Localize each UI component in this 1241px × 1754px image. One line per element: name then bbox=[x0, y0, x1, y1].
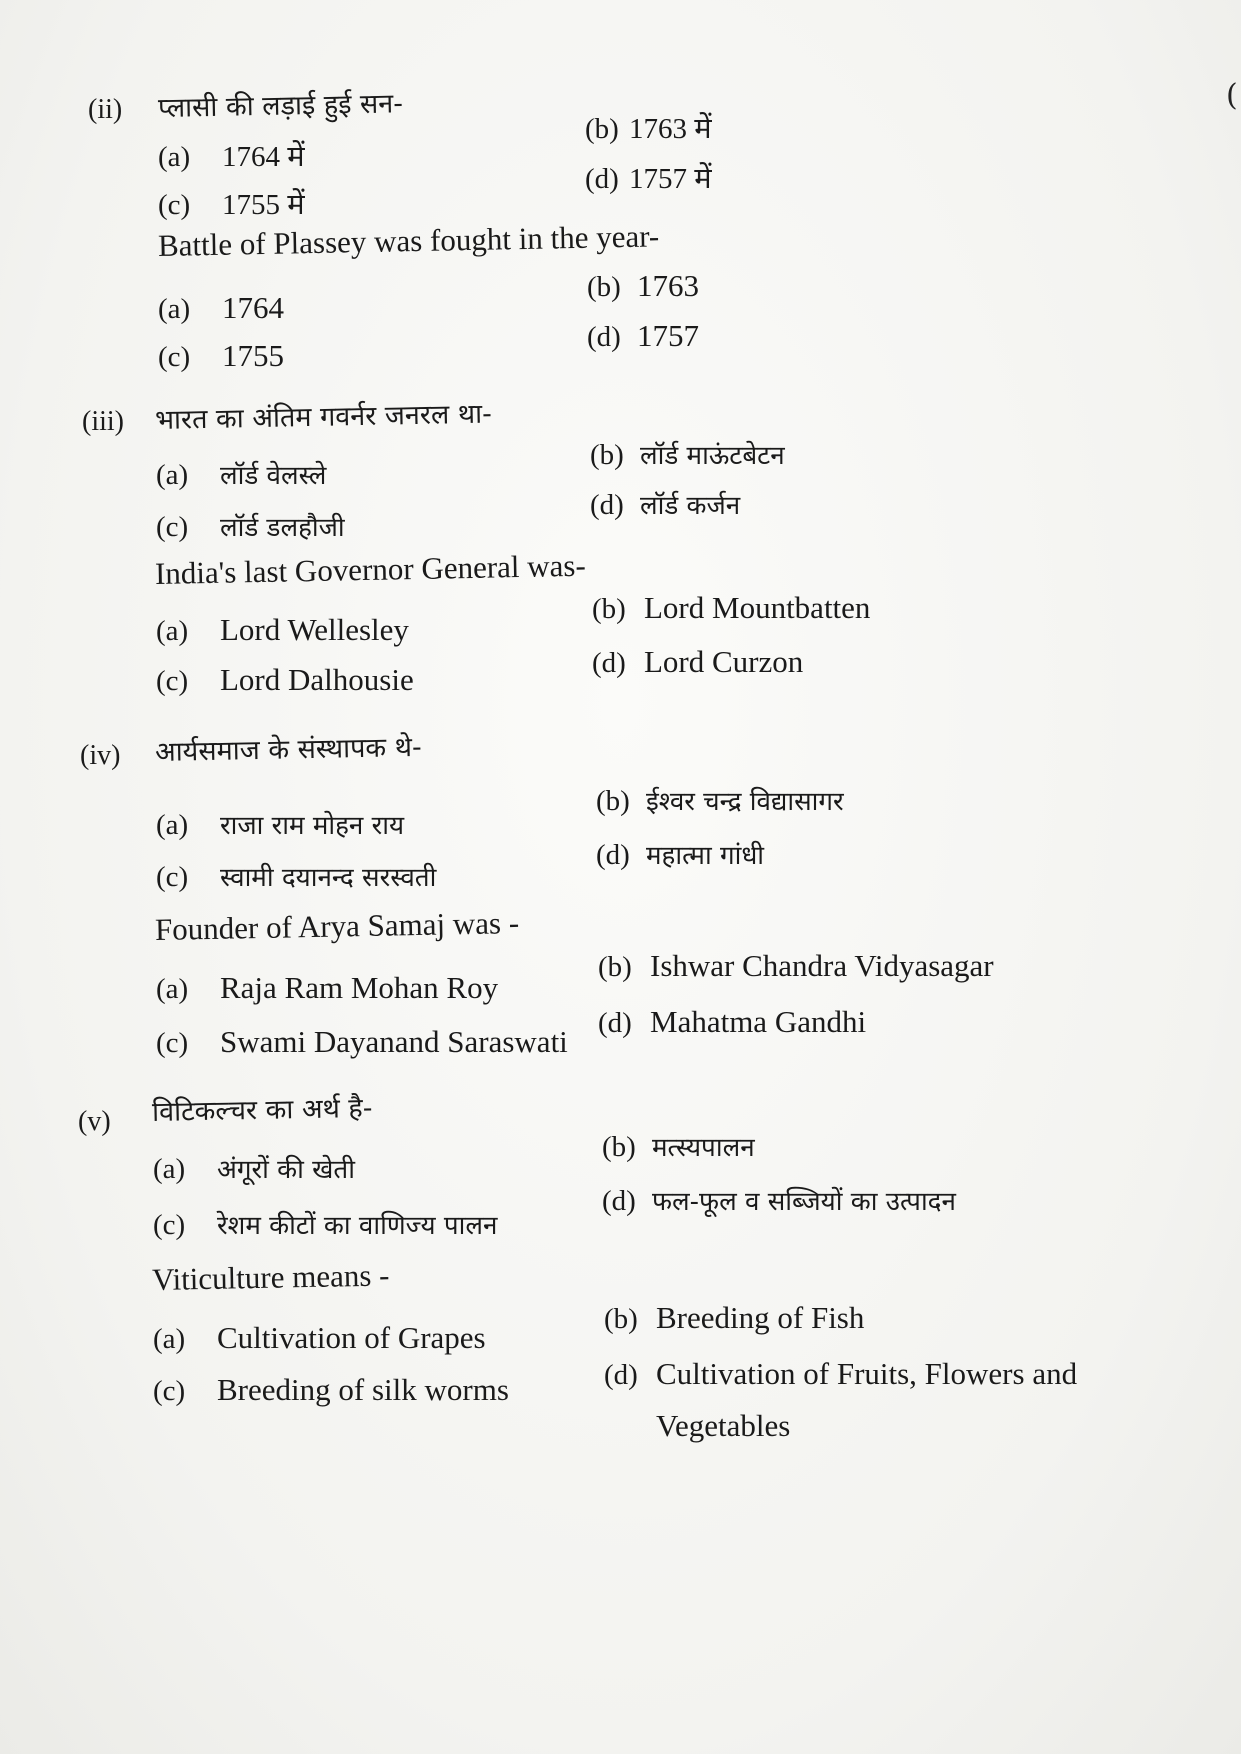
option-label: (b) bbox=[590, 439, 624, 471]
option-text: स्वामी दयानन्द सरस्वती bbox=[220, 863, 437, 893]
option-label: (a) bbox=[156, 973, 189, 1005]
option-b-english bbox=[604, 1300, 864, 1336]
option-c-hindi bbox=[156, 508, 345, 544]
option-label: (c) bbox=[156, 861, 189, 893]
option-label: (b) bbox=[592, 593, 626, 625]
question-number: (v) bbox=[78, 1106, 111, 1137]
option-label: (d) bbox=[596, 839, 630, 871]
corner-mark: ( bbox=[1226, 78, 1238, 113]
option-c-english bbox=[156, 1024, 568, 1060]
option-label: (a) bbox=[153, 1153, 186, 1185]
question-stem-english: India's last Governor General was- bbox=[154, 547, 587, 591]
option-text: लॉर्ड कर्जन bbox=[640, 491, 741, 521]
option-text: Lord Wellesley bbox=[220, 612, 409, 647]
option-a-hindi bbox=[156, 456, 326, 492]
option-d-hindi bbox=[602, 1182, 956, 1218]
option-c-english bbox=[156, 662, 414, 698]
question-stem-english: Viticulture means - bbox=[151, 1257, 390, 1297]
option-text: Swami Dayanand Saraswati bbox=[220, 1024, 568, 1059]
option-text: ईश्वर चन्द्र विद्यासागर bbox=[646, 787, 844, 817]
option-text: लॉर्ड माऊंटबेटन bbox=[640, 441, 785, 471]
option-d-english bbox=[587, 318, 699, 354]
option-label: (c) bbox=[156, 511, 189, 543]
option-label: (a) bbox=[158, 141, 191, 173]
option-text: Cultivation of Grapes bbox=[217, 1320, 486, 1355]
option-text: लॉर्ड डलहौजी bbox=[220, 513, 345, 543]
option-label: (b) bbox=[602, 1131, 636, 1163]
option-text: 1757 में bbox=[629, 163, 712, 195]
option-text: 1763 bbox=[637, 268, 699, 303]
option-text: महात्मा गांधी bbox=[646, 841, 765, 871]
option-d-english bbox=[598, 1004, 866, 1040]
option-label: (d) bbox=[604, 1359, 638, 1391]
option-b-hindi bbox=[596, 782, 844, 818]
option-label: (b) bbox=[585, 113, 619, 145]
option-text: मत्स्यपालन bbox=[652, 1133, 755, 1163]
option-text: Cultivation of Fruits, Flowers and bbox=[656, 1356, 1078, 1391]
question-number: (iii) bbox=[82, 406, 124, 437]
option-text: Lord Dalhousie bbox=[220, 662, 414, 697]
option-b-english bbox=[587, 268, 699, 304]
option-label: (a) bbox=[156, 809, 189, 841]
option-d-english bbox=[604, 1356, 1077, 1392]
option-text: 1755 bbox=[222, 338, 284, 373]
option-text: Raja Ram Mohan Roy bbox=[220, 970, 499, 1005]
option-c-hindi bbox=[156, 858, 436, 894]
option-a-hindi bbox=[153, 1150, 355, 1186]
option-d-english-continuation: Vegetables bbox=[656, 1408, 791, 1443]
option-d-hindi bbox=[585, 158, 712, 197]
option-label: (c) bbox=[153, 1375, 186, 1407]
question-stem-hindi: आर्यसमाज के संस्थापक थे- bbox=[154, 731, 422, 768]
option-b-hindi bbox=[590, 436, 785, 472]
option-c-hindi bbox=[153, 1206, 497, 1242]
option-label: (b) bbox=[604, 1303, 638, 1335]
option-label: (b) bbox=[596, 785, 630, 817]
option-a-hindi bbox=[156, 806, 404, 842]
option-label: (b) bbox=[587, 271, 621, 303]
option-label: (d) bbox=[592, 647, 626, 679]
question-stem-hindi: प्लासी की लड़ाई हुई सन- bbox=[157, 88, 404, 124]
option-text: 1764 bbox=[222, 290, 284, 325]
option-label: (d) bbox=[587, 321, 621, 353]
option-label: (c) bbox=[158, 189, 191, 221]
option-label: (b) bbox=[598, 951, 632, 983]
option-b-english bbox=[598, 948, 994, 984]
option-a-english bbox=[153, 1320, 486, 1356]
option-text: 1763 में bbox=[629, 113, 712, 145]
option-label: (a) bbox=[153, 1323, 186, 1355]
option-label: (d) bbox=[602, 1185, 636, 1217]
question-number: (ii) bbox=[88, 94, 123, 125]
option-label: (d) bbox=[590, 489, 624, 521]
option-text: Breeding of Fish bbox=[656, 1300, 865, 1335]
option-text: Ishwar Chandra Vidyasagar bbox=[650, 948, 994, 983]
option-d-hindi bbox=[596, 836, 764, 872]
question-stem-hindi: भारत का अंतिम गवर्नर जनरल था- bbox=[154, 398, 493, 436]
option-c-hindi bbox=[158, 184, 305, 223]
option-text: 1755 में bbox=[222, 189, 305, 221]
option-d-hindi bbox=[590, 486, 740, 522]
option-text: Mahatma Gandhi bbox=[650, 1004, 867, 1039]
question-number: (iv) bbox=[80, 740, 121, 771]
option-text: फल-फूल व सब्जियों का उत्पादन bbox=[652, 1187, 956, 1217]
option-a-hindi bbox=[158, 136, 305, 175]
option-a-english bbox=[156, 970, 498, 1006]
option-text: 1757 bbox=[637, 318, 699, 353]
option-b-hindi bbox=[585, 108, 712, 147]
option-label: (c) bbox=[153, 1209, 186, 1241]
option-text: लॉर्ड वेलस्ले bbox=[220, 461, 327, 491]
option-text: राजा राम मोहन राय bbox=[220, 811, 405, 841]
option-text: 1764 में bbox=[222, 141, 305, 173]
question-stem-english: Founder of Arya Samaj was - bbox=[154, 905, 520, 947]
question-stem-english: Battle of Plassey was fought in the year- bbox=[157, 218, 660, 263]
option-label: (d) bbox=[585, 163, 619, 195]
option-label: (a) bbox=[156, 615, 189, 647]
option-c-english bbox=[153, 1372, 509, 1408]
option-text: रेशम कीटों का वाणिज्य पालन bbox=[217, 1211, 498, 1241]
option-b-hindi bbox=[602, 1128, 755, 1164]
option-d-english bbox=[592, 644, 803, 680]
option-label: (c) bbox=[156, 1027, 189, 1059]
option-a-english bbox=[156, 612, 409, 648]
option-c-english bbox=[158, 338, 284, 374]
option-b-english bbox=[592, 590, 870, 626]
option-text: अंगूरों की खेती bbox=[217, 1155, 355, 1185]
option-text: Lord Mountbatten bbox=[644, 590, 871, 625]
option-label: (a) bbox=[158, 293, 191, 325]
option-label: (a) bbox=[156, 459, 189, 491]
option-text: Breeding of silk worms bbox=[217, 1372, 509, 1407]
option-text: Lord Curzon bbox=[644, 644, 804, 679]
question-stem-hindi: विटिकल्चर का अर्थ है- bbox=[151, 1092, 373, 1128]
option-label: (c) bbox=[156, 665, 189, 697]
option-label: (c) bbox=[158, 341, 191, 373]
option-label: (d) bbox=[598, 1007, 632, 1039]
option-a-english bbox=[158, 290, 284, 326]
